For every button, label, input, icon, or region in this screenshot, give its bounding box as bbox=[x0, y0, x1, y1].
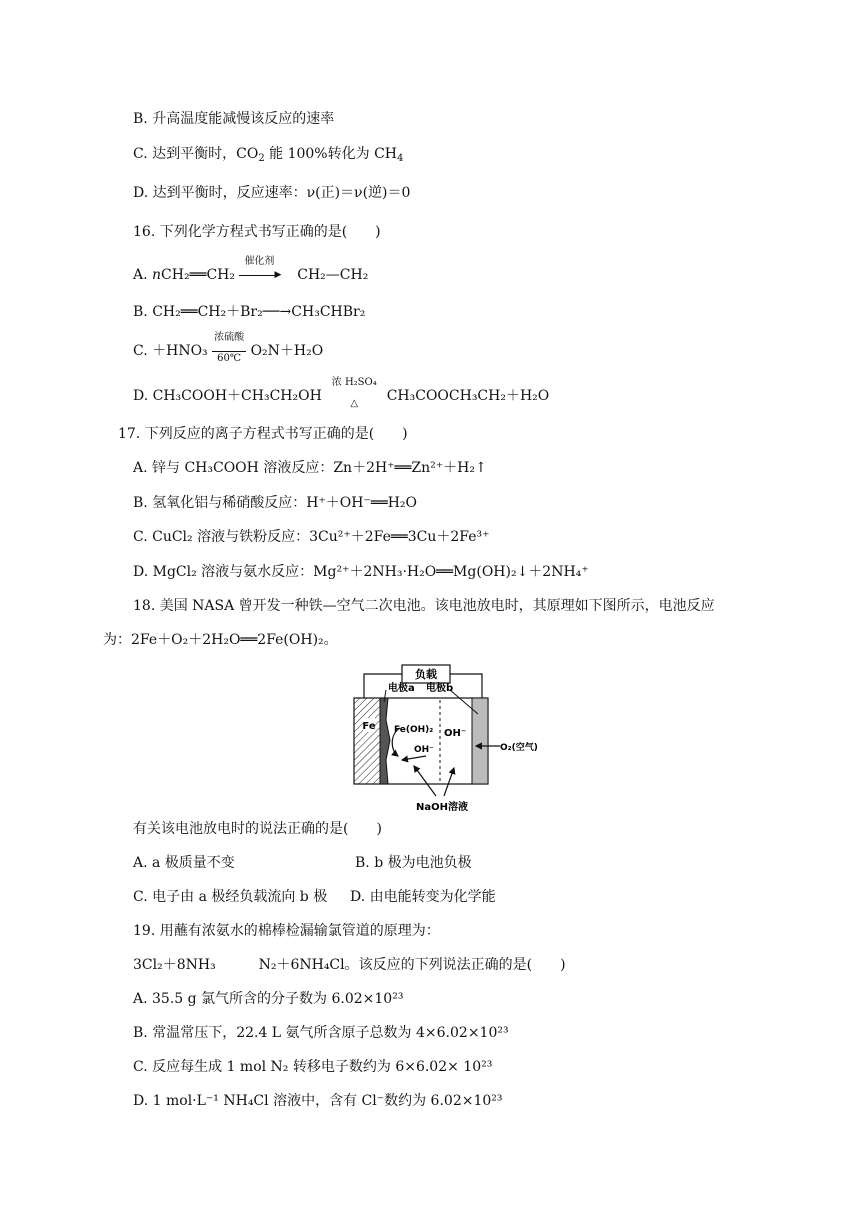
q17-option-b: B. 氢氧化铝与稀硝酸反应：H⁺＋OH⁻══H₂O bbox=[133, 495, 418, 511]
q18-option-a: A. a 极质量不变 bbox=[133, 855, 235, 871]
battery-diagram bbox=[348, 660, 548, 816]
feoh2-label: Fe(OH)₂ bbox=[394, 725, 434, 735]
q16-d-condition-top: 浓 H₂SO₄ bbox=[331, 377, 377, 388]
q19-stem-line1: 19. 用蘸有浓氨水的棉棒检漏输氯管道的原理为： bbox=[133, 923, 440, 939]
q19-option-c: C. 反应每生成 1 mol N₂ 转移电子数约为 6×6.02× 10²³ bbox=[133, 1059, 493, 1075]
q19-stem-line2 bbox=[133, 955, 566, 975]
q18-option-b: B. b 极为电池负极 bbox=[355, 855, 472, 871]
q19-products: N₂＋6NH₄Cl。该反应的下列说法正确的是( ) bbox=[258, 957, 566, 973]
q16-d-condition-bottom: △ bbox=[350, 398, 359, 409]
q16-stem: 16. 下列化学方程式书写正确的是( ) bbox=[133, 224, 381, 240]
q19-reactants: 3Cl₂＋8NH₃ bbox=[133, 957, 216, 973]
q16-a-reaction-arrow: 催化剂 ▶ bbox=[239, 265, 279, 285]
oh-right-label: OH⁻ bbox=[444, 728, 467, 739]
q18-option-c: C. 电子由 a 极经负载流向 b 极 bbox=[133, 889, 328, 905]
q16-d-reactants: D. CH₃COOH＋CH₃CH₂OH bbox=[133, 388, 322, 404]
q16-c-condition-top: 浓硫酸 bbox=[214, 332, 245, 343]
load-label: 负载 bbox=[415, 668, 437, 681]
q18-stem-line1: 18. 美国 NASA 曾开发一种铁—空气二次电池。该电池放电时，其原理如下图所示，电池反应 bbox=[133, 598, 715, 614]
q16-option-c bbox=[133, 332, 324, 364]
q19-option-a: A. 35.5 g 氯气所含的分子数为 6.02×10²³ bbox=[133, 991, 404, 1007]
q16-a-product: CH₂—CH₂ bbox=[297, 267, 369, 283]
q16-a-prefix: A. bbox=[133, 267, 153, 283]
electrode-a-label: 电极a bbox=[388, 683, 415, 694]
electrode-b-label: 电极b bbox=[426, 683, 454, 694]
q18-stem-line2: 为：2Fe＋O₂＋2H₂O══2Fe(OH)₂。 bbox=[103, 632, 338, 648]
q15-option-d: D. 达到平衡时，反应速率：ν(正)＝ν(逆)＝0 bbox=[133, 185, 411, 201]
q16-option-b: B. CH₂══CH₂＋Br₂──→CH₃CHBr₂ bbox=[133, 304, 366, 320]
q16-c-reaction-arrow bbox=[212, 332, 246, 364]
q16-a-condition: 催化剂 bbox=[244, 256, 275, 267]
fe-electrode bbox=[354, 698, 380, 784]
q17-stem: 17. 下列反应的离子方程式书写正确的是( ) bbox=[118, 426, 408, 442]
q16-d-products: CH₃COOCH₃CH₂＋H₂O bbox=[386, 388, 550, 404]
fe-label: Fe bbox=[362, 721, 376, 732]
q16-option-a bbox=[133, 256, 369, 285]
q16-d-reaction-arrow bbox=[326, 377, 382, 409]
q15-option-c-text-2: 能 100%转化为 CH bbox=[269, 146, 397, 162]
q15-option-b: B. 升高温度能减慢该反应的速率 bbox=[133, 111, 335, 127]
q15-option-c-text-1: C. 达到平衡时，CO bbox=[133, 146, 259, 162]
q16-c-products: O₂N＋H₂O bbox=[250, 343, 324, 359]
q16-c-condition-bottom: 60℃ bbox=[217, 353, 242, 364]
q16-c-reactants: C. ＋HNO₃ bbox=[133, 343, 208, 359]
oh-left-label: OH⁻ bbox=[414, 745, 434, 755]
q16-option-d bbox=[133, 377, 550, 409]
q18-question: 有关该电池放电时的说法正确的是( ) bbox=[133, 821, 382, 837]
q19-option-d: D. 1 mol·L⁻¹ NH₄Cl 溶液中，含有 Cl⁻数约为 6.02×10²³ bbox=[133, 1093, 503, 1109]
q17-option-a: A. 锌与 CH₃COOH 溶液反应：Zn＋2H⁺══Zn²⁺＋H₂↑ bbox=[133, 460, 487, 476]
q18-option-d: D. 由电能转变为化学能 bbox=[350, 889, 496, 905]
q15-option-c: C. 达到平衡时，$CO_2$ 能 100%转化为 $CH_4$ bbox=[133, 146, 404, 164]
q19-option-b: B. 常温常压下，22.4 L 氨气所含原子总数为 4×6.02×10²³ bbox=[133, 1025, 509, 1041]
q16-a-reactant: CH₂══CH₂ bbox=[161, 267, 235, 283]
o2-label: O₂(空气) bbox=[500, 743, 538, 753]
naoh-label: NaOH溶液 bbox=[416, 802, 468, 813]
q16-a-n: n bbox=[152, 267, 162, 283]
q17-option-c: C. CuCl₂ 溶液与铁粉反应：3Cu²⁺＋2Fe══3Cu＋2Fe³⁺ bbox=[133, 529, 490, 545]
q17-option-d: D. MgCl₂ 溶液与氨水反应：Mg²⁺＋2NH₃·H₂O══Mg(OH)₂↓＋2NH₄⁺ bbox=[133, 564, 589, 580]
